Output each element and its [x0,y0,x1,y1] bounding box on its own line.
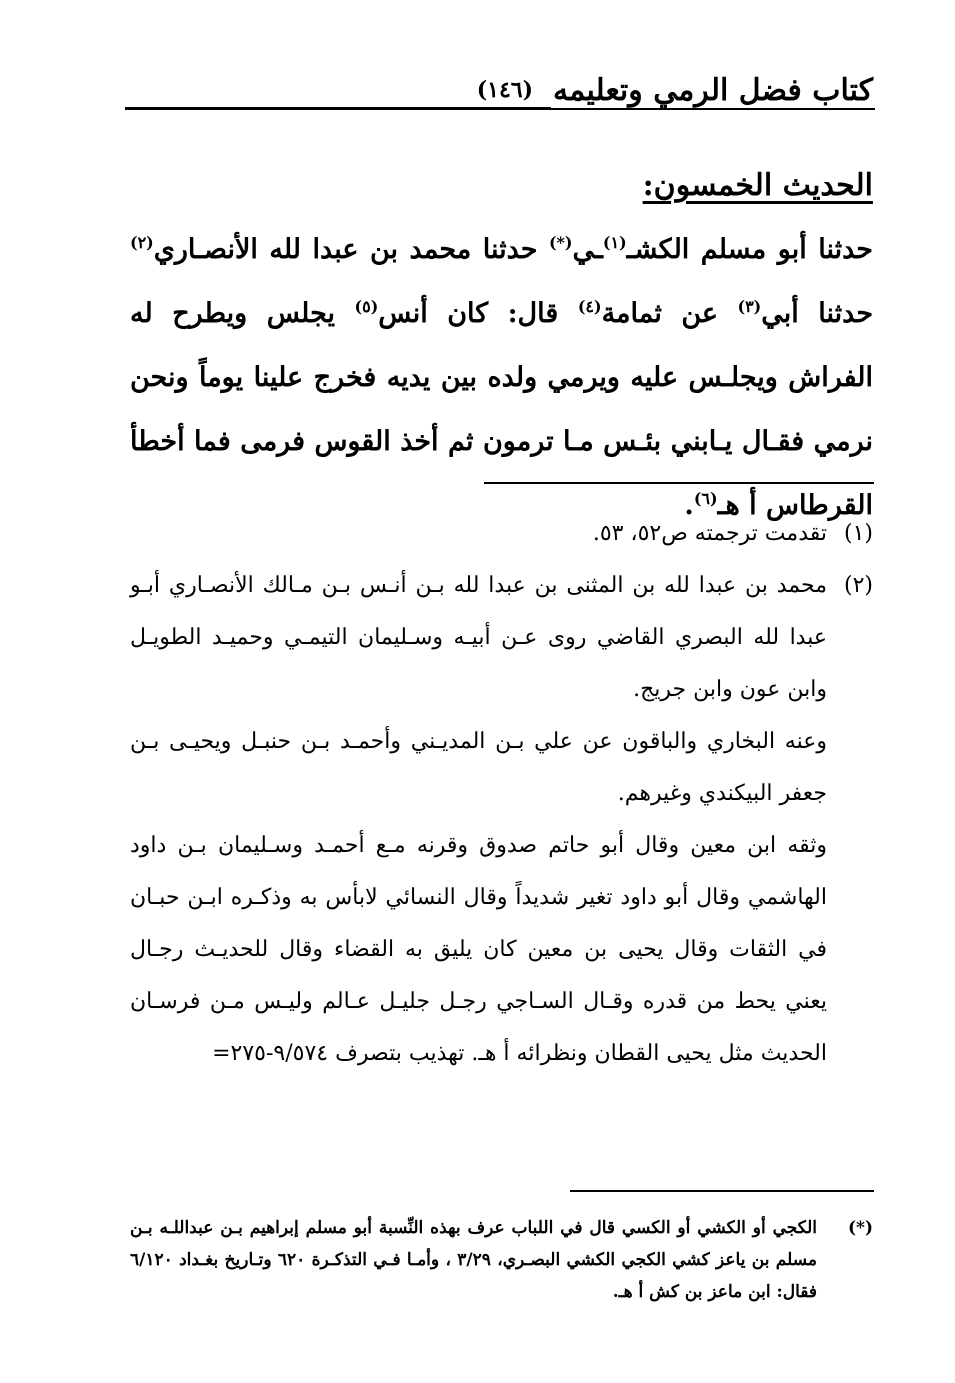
note-body [130,560,827,1080]
page-number: (١٤٦) [476,77,534,103]
footnote-marker: (٤) [577,297,602,316]
notes-divider [484,482,874,484]
note-paragraph: محمد بن عبدا لله بن المثنى بن عبدا لله بـن أنـس بـن مـالك الأنصـاري أبـو عبدا لله البصري القاضي روى عـن أبيـه وسـليمان التيمـي وحميـد الطويـل وابن عون وابن جريج. [130,573,827,702]
hadith-text-part: عن ثمامة [601,298,738,329]
note-paragraph: وعنه البخاري والباقون عن علي بـن المديـني وأحمـد بـن حنبـل ويحيـى بـن جعفر البيكندي وغيرهم. [130,729,827,806]
note-number: (٢) [843,573,873,598]
footnote-marker: (٦) [693,489,718,508]
running-header [125,70,875,110]
hadith-text [130,218,873,538]
notes-section [130,508,873,1080]
footnote-marker: (١) [602,233,627,252]
book-title: كتاب فضل الرمي وتعليمه [553,72,873,108]
footnote-divider [570,1190,874,1192]
hadith-text-part: قال: كان أنس [378,298,578,329]
footnote-marker: (٣) [737,297,762,316]
footnote-text: الكجي أو الكشي أو الكسي قال في اللباب عرف بهذه النِّسبة أبو مسلم إبراهيم بـن عبداللـه بـن مسلم بن ياعز كشي الكجي الكشي البصـري، ٣/٢٩ ، وأمـا فـي التذكـرة ٦٢٠ وتـاريخ بغـداد ٦/١٢٠ فقال: ابن ماعز بن كش أ هـ. [130,1218,818,1302]
hadith-text-part: حدثنا أبي [761,298,874,329]
hadith-text-part: . [684,490,694,521]
footnote-marker: (*) [548,233,573,252]
hadith-text-part: ـي [572,234,603,265]
footnote-marker: (٢) [130,233,154,252]
note-paragraph: تقدمت ترجمته ص٥٢، ٥٣. [592,521,827,546]
note-paragraph: وثقه ابن معين وقال أبو حاتم صدوق وقرنه مـع أحمـد وسـليمان بـن داود الهاشمي وقال أبو داود تغير شديداً وقال النسائي لابأس به وذكـره ابـن حبـان في الثقات وقال يحيى بن معين كان يليق به القضاء وقال للحديـث رجـال يعني يحط من قدره وقـال السـاجي رجـل جليـل عـالم وليـس مـن فرسـان الحديث مثل يحيى القطان ونظرائه أ هـ. تهذيب بتصرف ٩/٥٧٤-٢٧٥= [130,833,828,1066]
note-1 [130,508,873,560]
footnote [130,1212,873,1308]
note-number: (١) [843,521,873,546]
hadith-text-part: حدثنا أبو مسلم الكشـ [626,234,873,265]
hadith-text-part: حدثنا محمد بن عبدا لله الأنصـاري [153,234,549,265]
hadith-text-part: يجلس ويطرح له الفراش ويجلـس عليه ويرمي ولده بين يديه فخرج علينا يوماً ونحن نرمي فقـال يـابني بئـس مـا ترمون ثم أخذ القوس فرمى فما أخطأ القرطاس أ هـ [130,298,873,521]
footnote-number: (*) [848,1218,873,1238]
footnote-marker: (٥) [354,297,379,316]
section-title: الحديث الخمسون: [642,168,873,203]
note-body [130,508,827,560]
note-2 [130,560,873,1080]
